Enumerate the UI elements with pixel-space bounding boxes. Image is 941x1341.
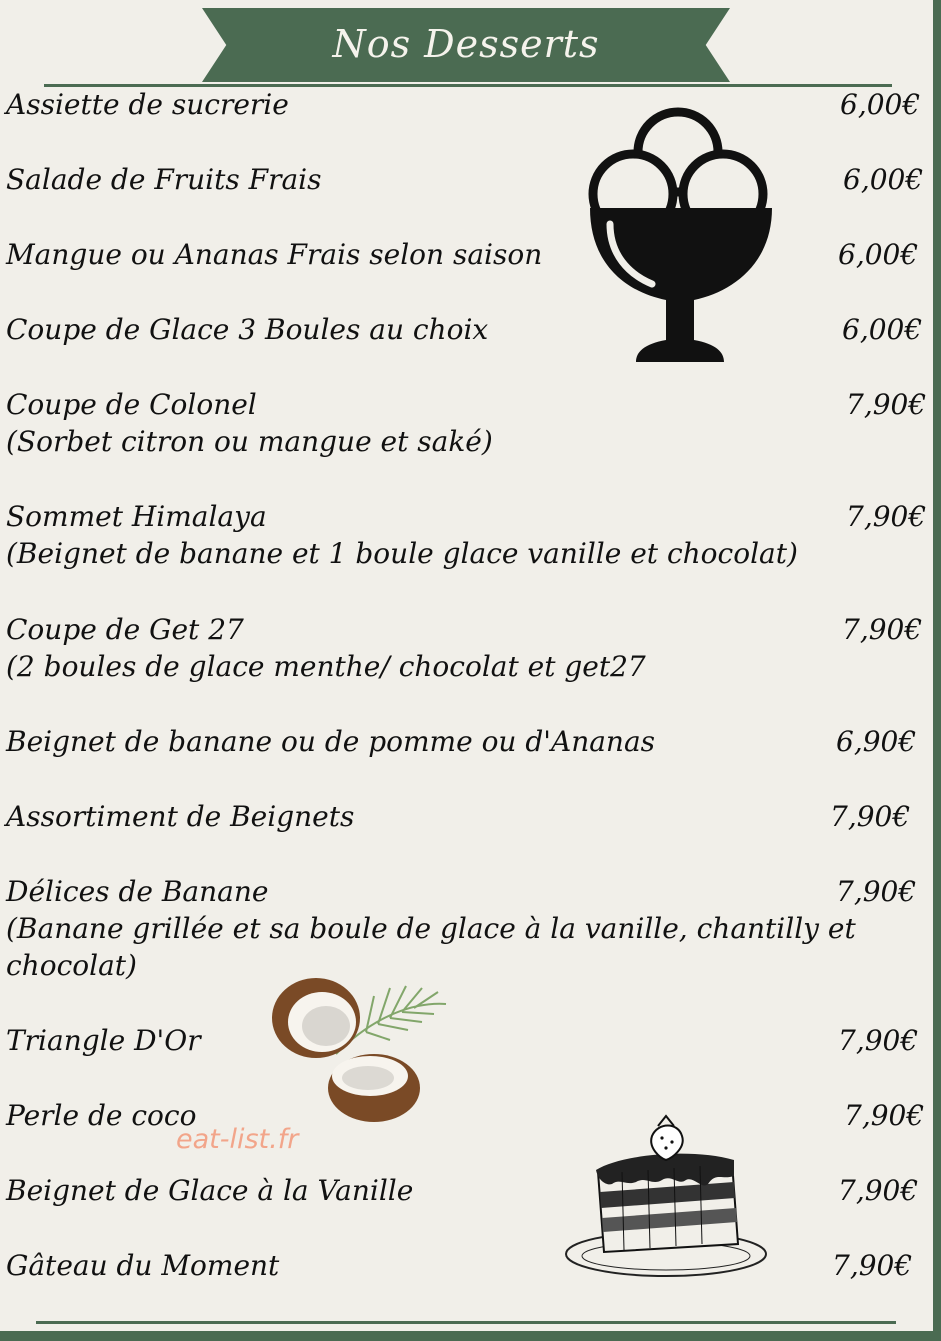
menu-item-name: Assortiment de Beignets [6,800,355,833]
menu-item-price: 6,90€ [836,725,917,758]
menu-item-price: 6,00€ [838,238,919,271]
menu-item [6,161,926,198]
menu-item [6,1097,926,1134]
menu-item [6,1247,926,1284]
cake-slice-icon [562,1114,774,1284]
page-title: Nos Desserts [332,22,600,66]
menu-item-price: 7,90€ [836,875,917,908]
bottom-divider [36,1321,896,1324]
menu-item [6,723,926,760]
menu-item [6,86,926,123]
menu-item-price: 7,90€ [842,613,923,646]
menu-item-name: Gâteau du Moment [6,1249,280,1282]
ice-cream-cup-icon [586,104,776,366]
menu-item-price: 7,90€ [846,500,927,533]
menu-item-price: 7,90€ [846,388,927,421]
menu-item-name: Coupe de Glace 3 Boules au choix [6,313,489,346]
menu-item-name: Triangle D'Or [6,1024,201,1057]
menu-item-name: Beignet de banane ou de pomme ou d'Ananas [6,725,656,758]
menu-item-name: Coupe de Colonel [6,388,257,421]
menu-item [6,873,926,984]
menu-item [6,386,926,460]
menu-item [6,798,926,835]
menu-item-price: 7,90€ [838,1024,919,1057]
menu-item-description: (2 boules de glace menthe/ chocolat et get27 [6,650,646,683]
menu-item-price: 6,00€ [843,163,924,196]
menu-item-name: Perle de coco [6,1099,197,1132]
menu-item-name: Sommet Himalaya [6,500,267,533]
menu-item-name: Beignet de Glace à la Vanille [6,1174,414,1207]
menu-item [6,498,926,572]
menu-item-name: Mangue ou Ananas Frais selon saison [6,238,543,271]
menu-item-price: 7,90€ [830,800,911,833]
menu-item-name: Assiette de sucrerie [6,88,289,121]
menu-item-name: Salade de Fruits Frais [6,163,322,196]
menu-item [6,1172,926,1209]
menu-item-description: (Sorbet citron ou mangue et saké) [6,425,493,458]
menu-item-price: 6,00€ [840,88,921,121]
menu-item-price: 6,00€ [842,313,923,346]
watermark-text: eat-list.fr [176,1124,299,1155]
menu-item-price: 7,90€ [838,1174,919,1207]
menu-item-name: Délices de Banane [6,875,269,908]
menu-item-name: Coupe de Get 27 [6,613,244,646]
menu-item-price: 7,90€ [832,1249,913,1282]
menu-item-description: (Beignet de banane et 1 boule glace vanille et chocolat) [6,537,798,570]
coconut-icon [266,974,456,1126]
menu-item [6,236,926,273]
menu-item [6,311,926,348]
menu-item [6,1022,926,1059]
menu-item-description: (Banane grillée et sa boule de glace à la vanille, chantilly et chocolat) [6,912,856,982]
menu-item [6,611,926,685]
menu-item-price: 7,90€ [844,1099,925,1132]
